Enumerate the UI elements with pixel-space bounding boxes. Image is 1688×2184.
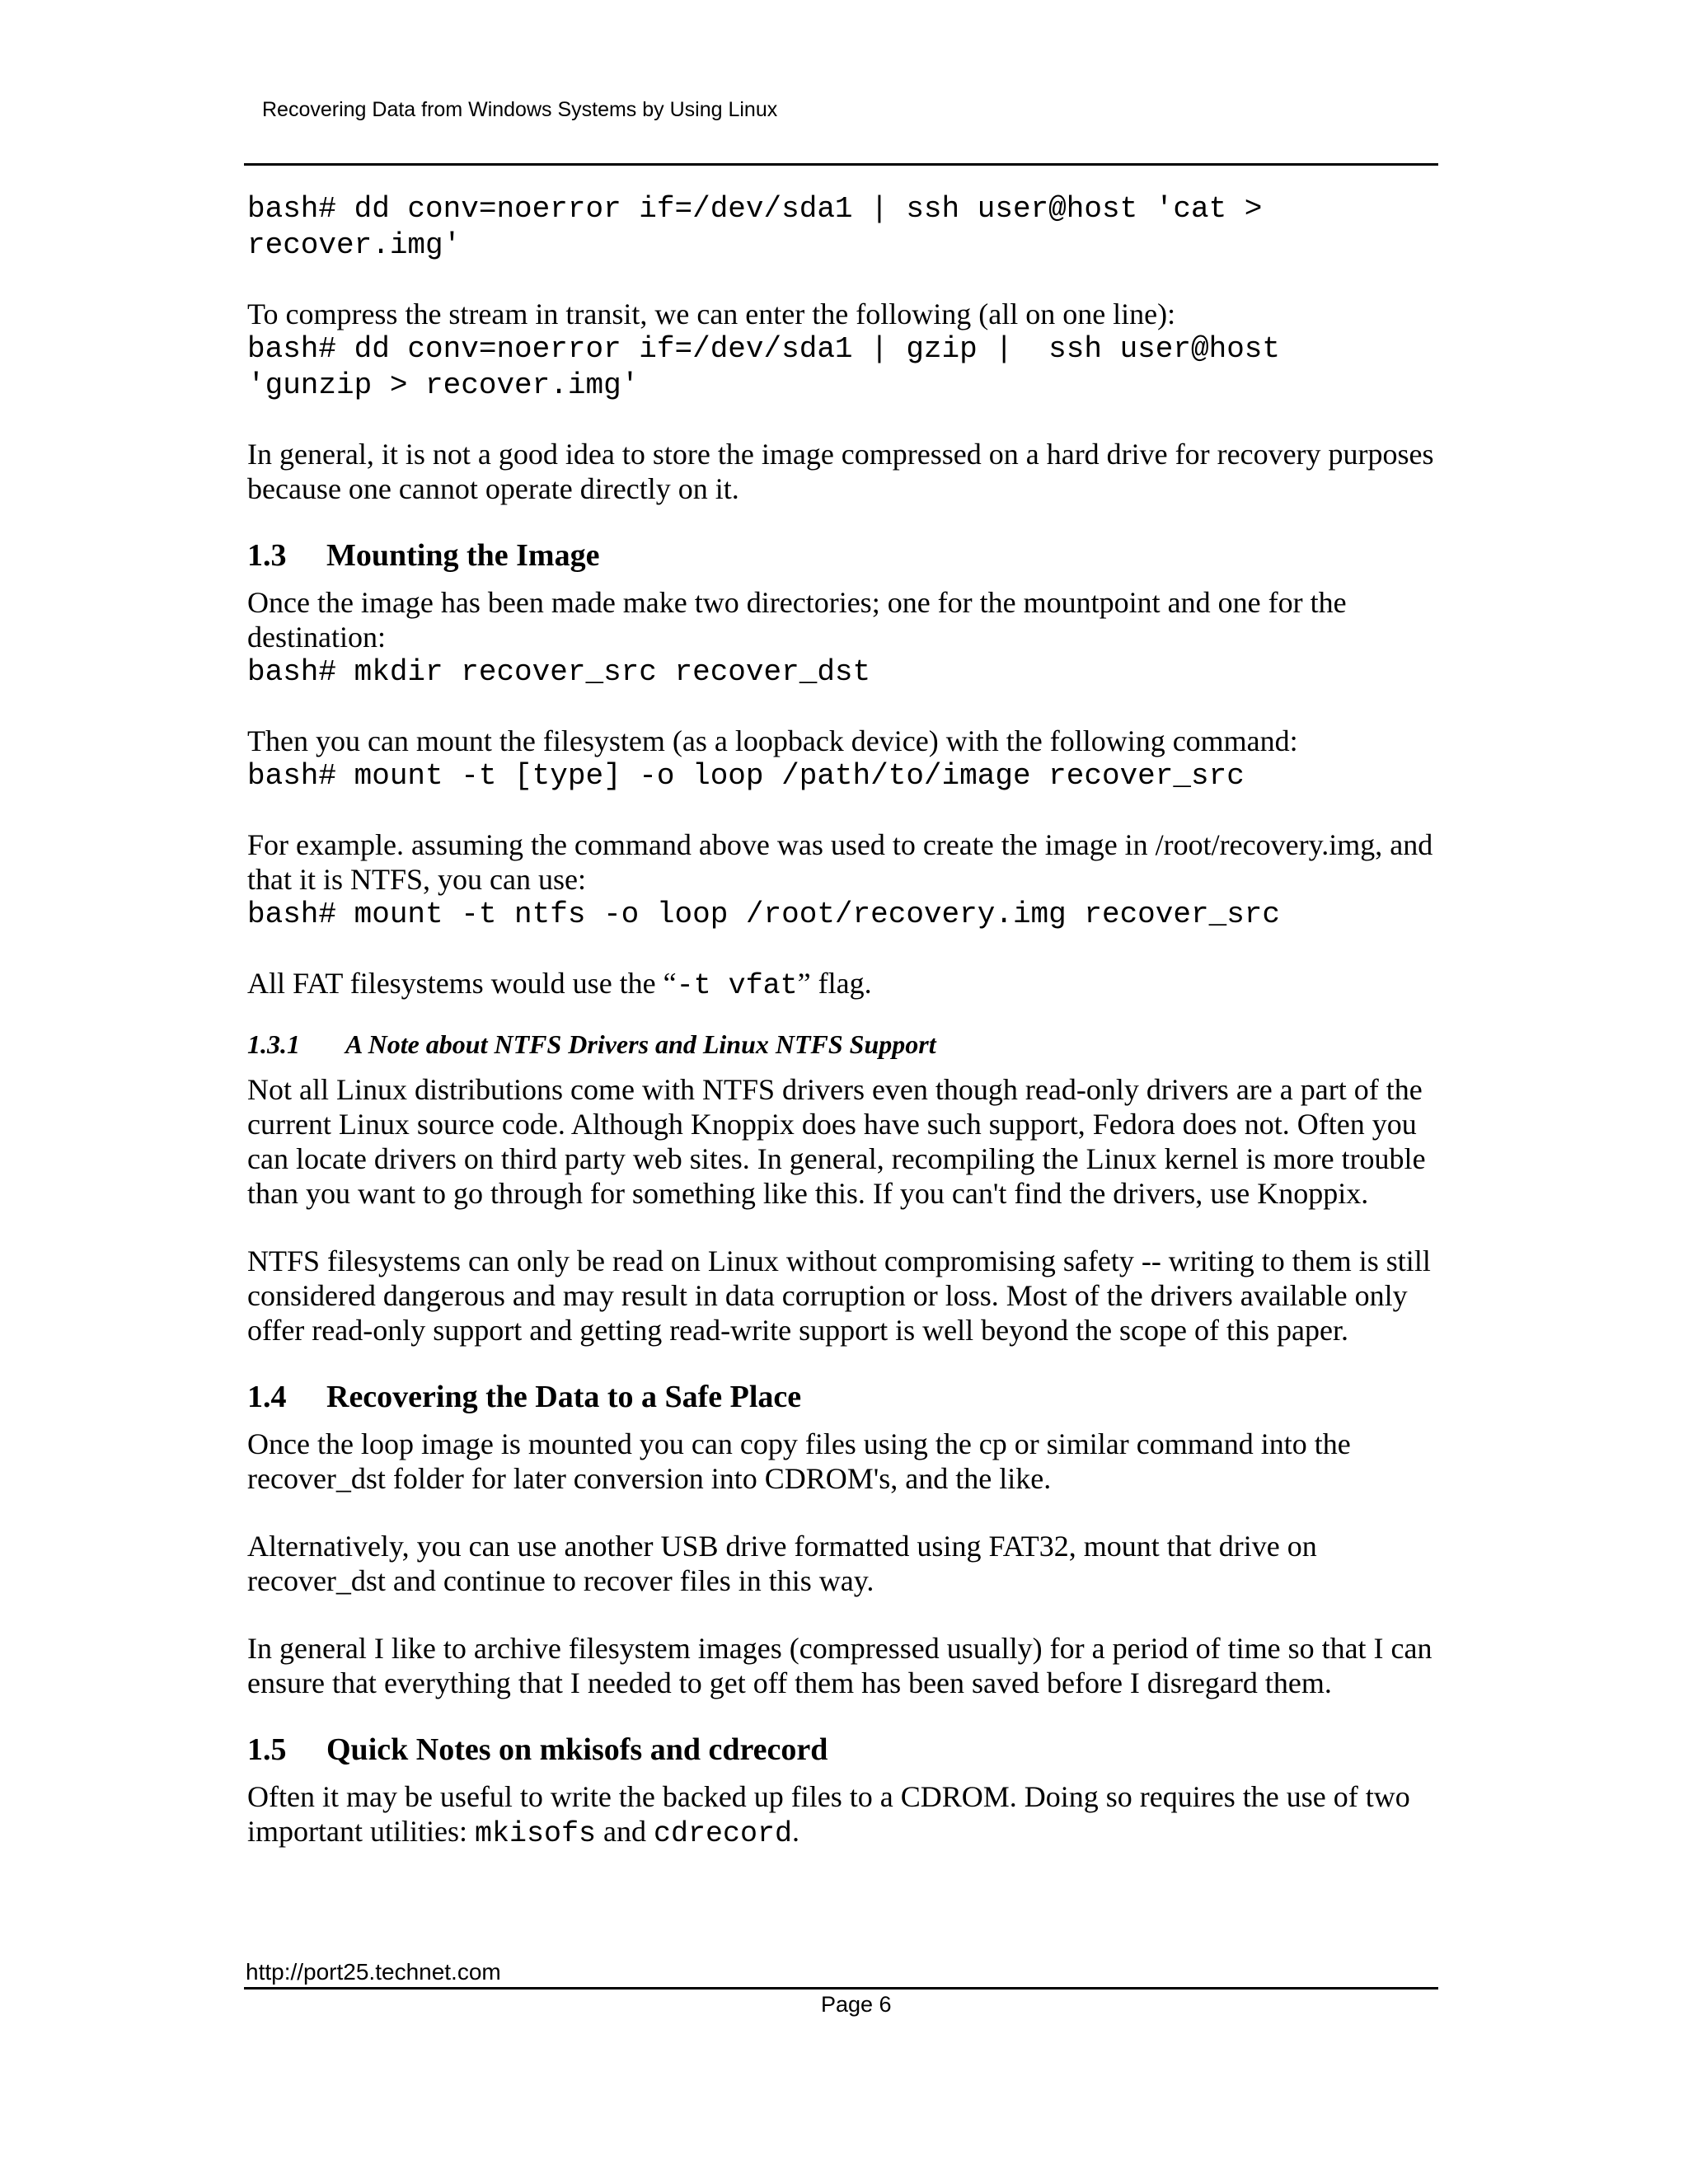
paragraph-ntfs-drivers: Not all Linux distributions come with NTFS drivers even though read-only drivers are a part of the current Linux source code. Although Knoppix does have such support, Fedora does not. Often you can locate drivers on third party web sites. In general, recompiling the Linux kernel is more trouble than you want to go through for something like this. If you can't find the drivers, use Knoppix. — [247, 1073, 1426, 1210]
section-heading-1-3 — [247, 536, 1434, 575]
fat-flag-code: -t vfat — [676, 969, 798, 1002]
page-number: Page 6 — [821, 1992, 892, 2017]
cdrom-text: Often it may be useful to write the backed up files to a CDROM. Doing so requires the use of two important utilities: — [247, 1780, 1410, 1848]
spacer — [247, 1496, 1434, 1529]
section-heading-1-5 — [247, 1730, 1434, 1769]
paragraph-cdrom-utilities — [247, 1779, 1434, 1851]
code-dd-ssh-line-2: recover.img' — [247, 228, 462, 262]
subsection-heading-1-3-1 — [247, 1028, 1434, 1061]
section-number: 1.5 — [247, 1732, 287, 1767]
footer-url-link[interactable]: http://port25.technet.com — [246, 1959, 501, 1985]
section-title: Quick Notes on mkisofs and cdrecord — [326, 1732, 828, 1767]
subsection-title: A Note about NTFS Drivers and Linux NTFS Support — [345, 1029, 936, 1059]
fat-text-before: All FAT filesystems would use the “ — [247, 967, 677, 1000]
spacer — [247, 264, 1434, 297]
paragraph-ntfs-safety: NTFS filesystems can only be read on Linux without compromising safety -- writing to them is still considered dangerous and may result in data corruption or loss. Most of the drivers available only offer read-only support and getting read-write support is well beyond the scope of this paper. — [247, 1244, 1431, 1347]
paragraph-compress-stream: To compress the stream in transit, we can enter the following (all on one line): — [247, 298, 1176, 330]
page-header-title: Recovering Data from Windows Systems by Using Linux — [262, 98, 778, 121]
paragraph-copy-files: Once the loop image is mounted you can copy files using the cp or similar command into the recover_dst folder for later conversion into CDROM's, and the like. — [247, 1427, 1351, 1495]
fat-text-after: ” flag. — [797, 967, 872, 1000]
code-dd-ssh-line-1: bash# dd conv=noerror if=/dev/sda1 | ssh user@host 'cat > — [247, 192, 1263, 226]
cdrom-end-text: . — [792, 1815, 800, 1848]
spacer — [247, 404, 1434, 437]
spacer — [247, 691, 1434, 724]
paragraph-compressed-storage: In general, it is not a good idea to store the image compressed on a hard drive for recovery purposes because one cannot operate directly on it. — [247, 438, 1434, 505]
paragraph-usb-drive: Alternatively, you can use another USB drive formatted using FAT32, mount that drive on recover_dst and continue to recover files in this way. — [247, 1530, 1317, 1597]
section-heading-1-4 — [247, 1377, 1434, 1417]
section-title: Mounting the Image — [326, 538, 600, 573]
code-mount-ntfs: bash# mount -t ntfs -o loop /root/recovery.img recover_src — [247, 898, 1281, 931]
section-number: 1.4 — [247, 1380, 287, 1414]
code-dd-gzip-line-1: bash# dd conv=noerror if=/dev/sda1 | gzip | ssh user@host — [247, 332, 1281, 366]
cdrecord-code: cdrecord — [654, 1817, 793, 1850]
mkisofs-code: mkisofs — [474, 1817, 597, 1850]
code-mount-generic: bash# mount -t [type] -o loop /path/to/image recover_src — [247, 759, 1245, 793]
spacer — [247, 1211, 1434, 1244]
paragraph-ntfs-example: For example. assuming the command above was used to create the image in /root/recovery.img, and that it is NTFS, you can use: — [247, 828, 1433, 896]
cdrom-and-text: and — [596, 1815, 654, 1848]
footer-divider — [244, 1987, 1438, 1990]
header-divider — [244, 163, 1438, 166]
paragraph-mount-loopback: Then you can mount the filesystem (as a loopback device) with the following command: — [247, 724, 1298, 757]
spacer — [247, 1598, 1434, 1631]
spacer — [247, 794, 1434, 827]
paragraph-fat-flag — [247, 966, 1434, 1003]
code-dd-gzip-line-2: 'gunzip > recover.img' — [247, 368, 640, 402]
spacer — [247, 933, 1434, 966]
section-number: 1.3 — [247, 538, 287, 573]
subsection-number: 1.3.1 — [247, 1029, 300, 1059]
code-mkdir: bash# mkdir recover_src recover_dst — [247, 655, 871, 689]
paragraph-archive-images: In general I like to archive filesystem images (compressed usually) for a period of time so that I can ensure that everything that I needed to get off them has been saved before I disregard them. — [247, 1632, 1432, 1699]
paragraph-make-directories: Once the image has been made make two directories; one for the mountpoint and one for the destination: — [247, 586, 1347, 654]
document-body — [247, 191, 1434, 1851]
section-title: Recovering the Data to a Safe Place — [326, 1380, 802, 1414]
